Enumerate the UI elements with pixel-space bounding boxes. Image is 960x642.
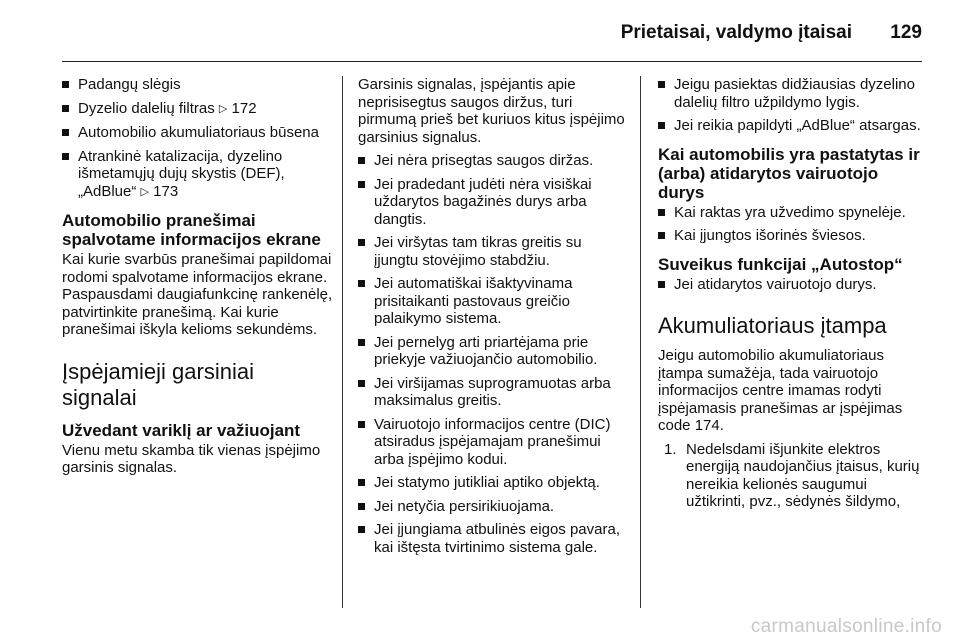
list-item: Jei viršytas tam tikras greitis su įjungtu stovėjimo stabdžiu. [358, 234, 628, 269]
page-ref-link[interactable]: 173 [153, 182, 179, 200]
bullet-list [62, 76, 334, 201]
page-ref-arrow-icon: ▷ [218, 102, 228, 115]
bullet-list [658, 76, 926, 135]
column-divider-1 [342, 76, 343, 608]
step-number: 1. [664, 440, 677, 458]
watermark: carmanualsonline.info [750, 616, 942, 637]
section-heading: Suveikus funkcijai „Autostop“ [658, 254, 903, 274]
list-item: Jei pernelyg arti priartėjama prie priekyje važiuojančio automobilio. [358, 334, 628, 369]
step-text: Nedelsdami išjunkite elektros energiją naudojančius įtaisus, kurių nereikia kelionės saugumui užtikrinti, pvz., sėdynės šildymo, [686, 440, 920, 510]
body-paragraph: Vienu metu skamba tik vienas įspėjimo garsinis signalas. [62, 441, 321, 476]
bullet-list [658, 204, 926, 245]
bullet-list [658, 276, 926, 294]
list-item: Jei reikia papildyti „AdBlue“ atsargas. [658, 117, 926, 135]
list-item: Atrankinė katalizacija, dyzelino išmetamųjų dujų skystis (DEF), „AdBlue“ ▷ 173 [62, 148, 334, 202]
bullet-list [358, 152, 628, 556]
header-divider [62, 61, 922, 62]
list-item [658, 441, 926, 511]
section-heading: Kai automobilis yra pastatytas ir (arba) atidarytos vairuotojo durys [658, 144, 920, 202]
numbered-list [658, 441, 926, 511]
body-paragraph: Jeigu automobilio akumuliatoriaus įtampa sumažėja, tada vairuotojo informacijos centre imamas rodyti įspėjamasis pranešimas ar įspėjimas code 174. [658, 347, 903, 434]
list-item: Dyzelio dalelių filtras ▷ 172 [62, 100, 334, 119]
list-item: Jei įjungiama atbulinės eigos pavara, kai ištęsta tvirtinimo sistema gale. [358, 521, 628, 556]
list-item: Jei statymo jutikliai aptiko objektą. [358, 474, 628, 492]
chapter-heading: Įspėjamieji garsiniai signalai [62, 358, 254, 410]
list-item: Jeigu pasiektas didžiausias dyzelino dalelių filtro užpildymo lygis. [658, 76, 926, 111]
column-3 [658, 76, 926, 517]
page-header-title: Prietaisai, valdymo įtaisai [620, 22, 852, 43]
section-heading: Užvedant variklį ar važiuojant [62, 420, 301, 440]
page-ref-link[interactable]: 172 [231, 99, 257, 117]
list-item: Automobilio akumuliatoriaus būsena [62, 124, 334, 142]
body-paragraph: Kai kurie svarbūs pranešimai papildomai rodomi spalvotame informacijos ekrane. Paspausdami daugiafunkcinę rankenėlę, patvirtinkite pranešimą. Kai kurie pranešimai iškyla kelioms sekundėms. [62, 251, 333, 338]
column-1 [62, 76, 334, 483]
column-2 [358, 76, 628, 562]
list-item: Jei automatiškai išaktyvinama prisitaikanti pastovaus greičio palaikymo sistema. [358, 275, 628, 328]
body-paragraph: Garsinis signalas, įspėjantis apie neprisisegtus saugos diržus, turi pirmumą prieš bet kuriuos kitus įspėjimo garsinius signalus. [358, 76, 625, 146]
list-item: Jei nėra prisegtas saugos diržas. [358, 152, 628, 170]
list-item: Jei pradedant judėti nėra visiškai uždarytos bagažinės durys arba dangtis. [358, 176, 628, 229]
section-heading: Automobilio pranešimai spalvotame informacijos ekrane [62, 211, 321, 249]
list-item: Kai raktas yra užvedimo spynelėje. [658, 204, 926, 222]
column-divider-2 [640, 76, 641, 608]
list-item: Padangų slėgis [62, 76, 334, 94]
list-item: Jei netyčia persirikiuojama. [358, 498, 628, 516]
list-item: Jei viršijamas suprogramuotas arba maksimalus greitis. [358, 375, 628, 410]
page-number: 129 [890, 22, 922, 43]
page-ref-arrow-icon: ▷ [140, 185, 149, 198]
list-item: Jei atidarytos vairuotojo durys. [658, 276, 926, 294]
list-item: Kai įjungtos išorinės šviesos. [658, 227, 926, 245]
chapter-heading: Akumuliatoriaus įtampa [658, 313, 887, 338]
list-item: Vairuotojo informacijos centre (DIC) atsiradus įspėjamajam pranešimui arba įspėjimo kodui. [358, 416, 628, 469]
